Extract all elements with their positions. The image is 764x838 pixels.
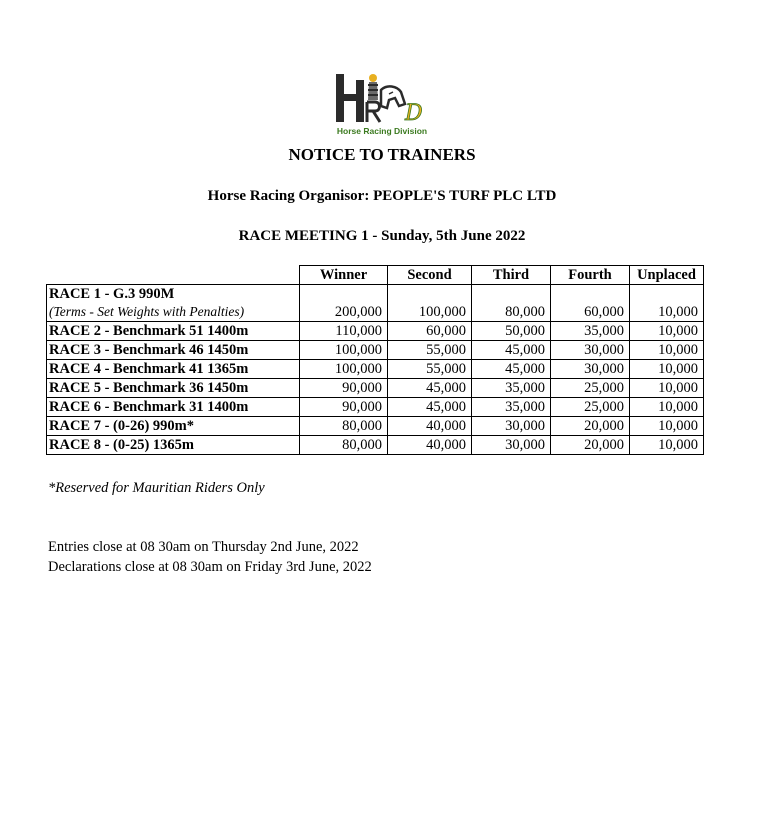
race-terms: (Terms - Set Weights with Penalties) — [47, 303, 300, 322]
prize-cell: 55,000 — [388, 360, 472, 379]
prize-cell: 25,000 — [551, 379, 630, 398]
hrd-logo — [331, 70, 433, 138]
race-name: RACE 3 - Benchmark 46 1450m — [47, 341, 300, 360]
race-name: RACE 7 - (0-26) 990m* — [47, 417, 300, 436]
prize-cell: 10,000 — [630, 360, 704, 379]
race-name: RACE 5 - Benchmark 36 1450m — [47, 379, 300, 398]
prize-cell: 10,000 — [630, 398, 704, 417]
prize-cell: 10,000 — [630, 436, 704, 455]
table-row — [47, 285, 704, 304]
race-name: RACE 4 - Benchmark 41 1365m — [47, 360, 300, 379]
table-row — [47, 341, 704, 360]
prize-cell: 30,000 — [551, 360, 630, 379]
header-third: Third — [472, 266, 551, 285]
prize-cell: 10,000 — [630, 322, 704, 341]
prize-cell: 100,000 — [300, 360, 388, 379]
prize-cell: 80,000 — [300, 417, 388, 436]
race-name: RACE 1 - G.3 990M — [47, 285, 300, 304]
footnote: *Reserved for Mauritian Riders Only — [48, 480, 265, 496]
table-header-row — [47, 266, 704, 285]
svg-text:D: D — [405, 101, 423, 126]
header-winner: Winner — [300, 266, 388, 285]
meeting-line: RACE MEETING 1 - Sunday, 5th June 2022 — [238, 228, 526, 244]
prize-cell: 20,000 — [551, 436, 630, 455]
declarations-close-text: Declarations close at 08 30am on Friday 3rd June, 2022 — [48, 559, 372, 575]
table-row — [47, 303, 704, 322]
prize-cell: 90,000 — [300, 398, 388, 417]
prize-cell: 30,000 — [551, 341, 630, 360]
prize-cell: 45,000 — [472, 360, 551, 379]
prize-cell: 45,000 — [472, 341, 551, 360]
prize-cell: 20,000 — [551, 417, 630, 436]
prize-cell: 45,000 — [388, 398, 472, 417]
prize-cell: 100,000 — [388, 303, 472, 322]
prize-cell: 45,000 — [388, 379, 472, 398]
prize-table — [46, 265, 704, 455]
logo-caption: Horse Racing Division — [336, 126, 428, 136]
prize-cell: 10,000 — [630, 341, 704, 360]
table-row — [47, 436, 704, 455]
header-fourth: Fourth — [551, 266, 630, 285]
race-name: RACE 2 - Benchmark 51 1400m — [47, 322, 300, 341]
prize-cell: 90,000 — [300, 379, 388, 398]
prize-cell: 30,000 — [472, 436, 551, 455]
table-row — [47, 379, 704, 398]
prize-cell: 80,000 — [300, 436, 388, 455]
prize-cell: 200,000 — [300, 303, 388, 322]
table-row — [47, 360, 704, 379]
prize-cell: 80,000 — [472, 303, 551, 322]
prize-cell: 10,000 — [630, 417, 704, 436]
hrd-logo-icon — [331, 70, 433, 126]
prize-cell: 110,000 — [300, 322, 388, 341]
prize-cell: 25,000 — [551, 398, 630, 417]
race-name: RACE 6 - Benchmark 31 1400m — [47, 398, 300, 417]
prize-cell: 40,000 — [388, 436, 472, 455]
prize-cell: 35,000 — [472, 398, 551, 417]
organiser-line: Horse Racing Organisor: PEOPLE'S TURF PLC LTD — [207, 188, 557, 204]
prize-cell: 35,000 — [551, 322, 630, 341]
race-name: RACE 8 - (0-25) 1365m — [47, 436, 300, 455]
prize-cell: 10,000 — [630, 379, 704, 398]
prize-cell: 60,000 — [388, 322, 472, 341]
header-second: Second — [388, 266, 472, 285]
prize-cell: 100,000 — [300, 341, 388, 360]
prize-cell: 50,000 — [472, 322, 551, 341]
prize-cell: 40,000 — [388, 417, 472, 436]
table-row — [47, 417, 704, 436]
prize-cell: 55,000 — [388, 341, 472, 360]
prize-cell: 60,000 — [551, 303, 630, 322]
prize-cell: 30,000 — [472, 417, 551, 436]
page-title: NOTICE TO TRAINERS — [288, 145, 476, 164]
table-row — [47, 398, 704, 417]
prize-cell: 10,000 — [630, 303, 704, 322]
header-unplaced: Unplaced — [630, 266, 704, 285]
prize-cell: 35,000 — [472, 379, 551, 398]
header-blank — [47, 266, 300, 285]
table-row — [47, 322, 704, 341]
entries-close-text: Entries close at 08 30am on Thursday 2nd June, 2022 — [48, 539, 359, 555]
